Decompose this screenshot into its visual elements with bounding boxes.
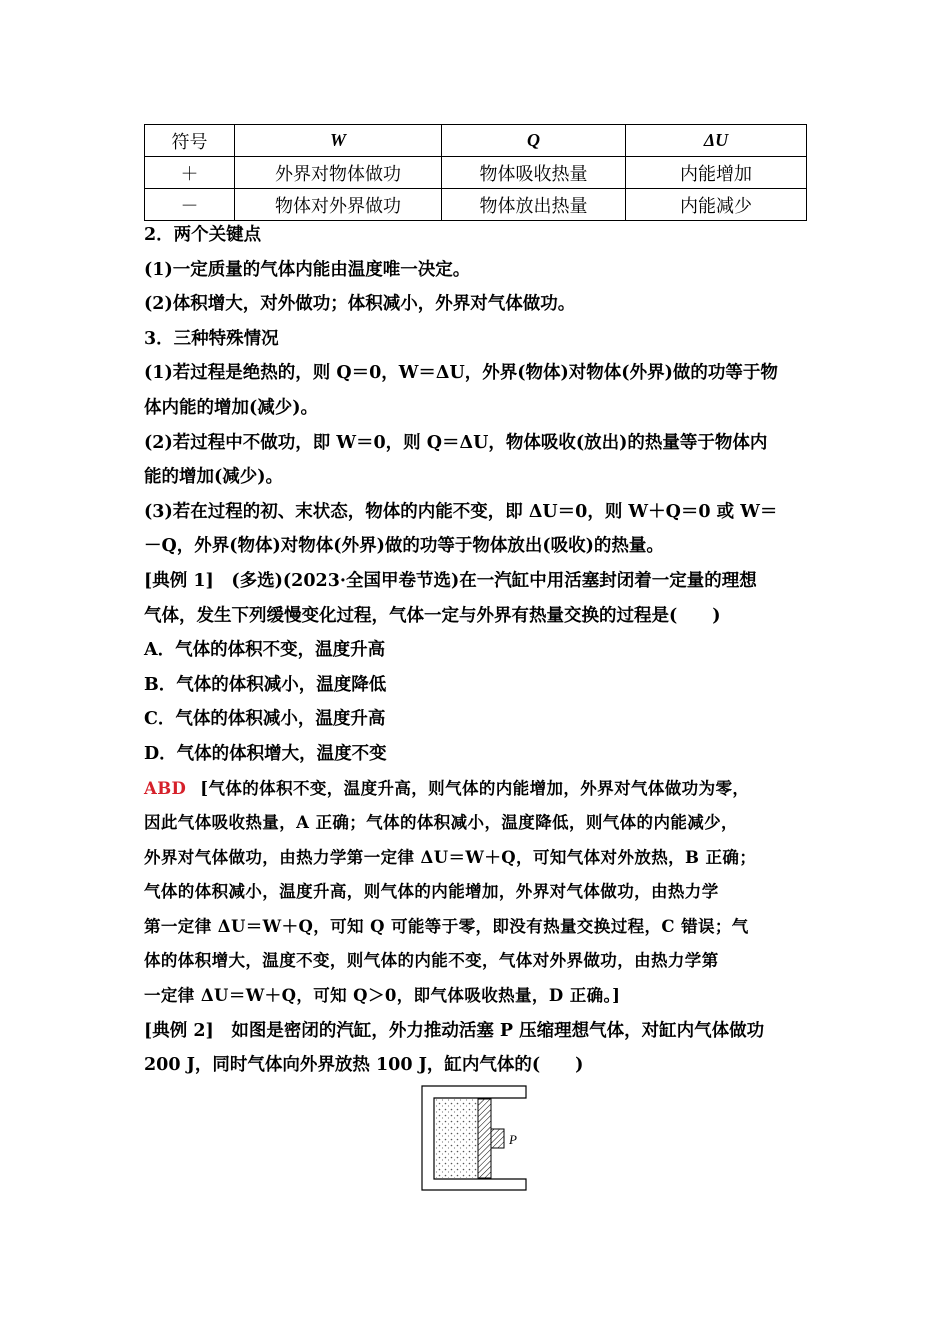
answer-line: 外界对气体做功，由热力学第一定律 ΔU＝W＋Q，可知气体对外放热，B 正确；	[144, 847, 757, 867]
table-cell: 物体放出热量	[442, 189, 626, 221]
table-header-cell: W	[235, 125, 442, 157]
example-2-stem: [典例 2] 如图是密闭的汽缸，外力推动活塞 P 压缩理想气体，对缸内气体做功	[144, 1020, 765, 1041]
table-cell: 外界对物体做功	[235, 157, 442, 189]
piston-rod	[491, 1129, 504, 1148]
piston-label: P	[509, 1132, 517, 1147]
sign-table	[144, 124, 807, 221]
option-d: D．气体的体积增大，温度不变	[144, 743, 387, 764]
answer-line: 气体的体积减小，温度升高，则气体的内能增加，外界对气体做功，由热力学	[144, 882, 719, 902]
cylinder-figure	[420, 1084, 532, 1194]
paragraph: (3)若在过程的初、末状态，物体的内能不变，即 ΔU＝0，则 W＋Q＝0 或 W＝	[144, 501, 778, 522]
table-cell: 内能增加	[626, 157, 807, 189]
option-a: A．气体的体积不变，温度升高	[144, 640, 386, 661]
table-cell: ＋	[145, 157, 235, 189]
answer-line: 一定律 ΔU＝W＋Q，可知 Q＞0，即气体吸收热量，D 正确。]	[144, 986, 621, 1006]
page-content	[144, 124, 808, 1147]
answer-line: 第一定律 ΔU＝W＋Q，可知 Q 可能等于零，即没有热量交换过程，C 错误；气	[144, 916, 749, 936]
example-1-stem: [典例 1] (多选)(2023·全国甲卷节选)在一汽缸中用活塞封闭着一定量的理想	[144, 570, 757, 591]
table-cell: －	[145, 189, 235, 221]
body-text	[144, 218, 808, 772]
piston	[478, 1099, 491, 1178]
paragraph: (2)若过程中不做功，即 W＝0，则 Q＝ΔU，物体吸收(放出)的热量等于物体内	[144, 432, 768, 453]
table-cell: 物体吸收热量	[442, 157, 626, 189]
option-c: C．气体的体积减小，温度升高	[144, 709, 386, 730]
section-3-title: 3．三种特殊情况	[144, 328, 279, 349]
gas-region	[435, 1099, 478, 1178]
answer-block	[144, 772, 808, 1014]
table-row	[145, 157, 807, 189]
paragraph: (1)若过程是绝热的，则 Q＝0，W＝ΔU，外界(物体)对物体(外界)做的功等于物	[144, 363, 778, 384]
example-2-stem: 200 J，同时气体向外界放热 100 J，缸内气体的( )	[144, 1055, 584, 1076]
paragraph: (1)一定质量的气体内能由温度唯一决定。	[144, 259, 471, 280]
example-1-stem: 气体，发生下列缓慢变化过程，气体一定与外界有热量交换的过程是( )	[144, 605, 721, 626]
table-header-cell: Q	[442, 125, 626, 157]
table-header-row	[145, 125, 807, 157]
table-cell: 物体对外界做功	[235, 189, 442, 221]
paragraph: 能的增加(减少)。	[144, 467, 284, 488]
paragraph: (2)体积增大，对外做功；体积减小，外界对气体做功。	[144, 294, 576, 315]
answer-line: [气体的体积不变，温度升高，则气体的内能增加，外界对气体做功为零，	[200, 778, 750, 798]
table-cell: 内能减少	[626, 189, 807, 221]
section-2-title: 2．两个关键点	[144, 225, 262, 245]
answer-line: 因此气体吸收热量，A 正确；气体的体积减小，温度降低，则气体的内能减少，	[144, 813, 738, 833]
answer-key: ABD	[144, 778, 187, 798]
answer-line: 体的体积增大，温度不变，则气体的内能不变，气体对外界做功，由热力学第	[144, 951, 719, 971]
table-row	[145, 189, 807, 221]
table-header-cell: ΔU	[626, 125, 807, 157]
table-header-cell: 符号	[145, 125, 235, 157]
example-2	[144, 1014, 808, 1083]
paragraph: －Q，外界(物体)对物体(外界)做的功等于物体放出(吸收)的热量。	[144, 536, 664, 557]
option-b: B．气体的体积减小，温度降低	[144, 674, 387, 695]
paragraph: 体内能的增加(减少)。	[144, 397, 319, 418]
